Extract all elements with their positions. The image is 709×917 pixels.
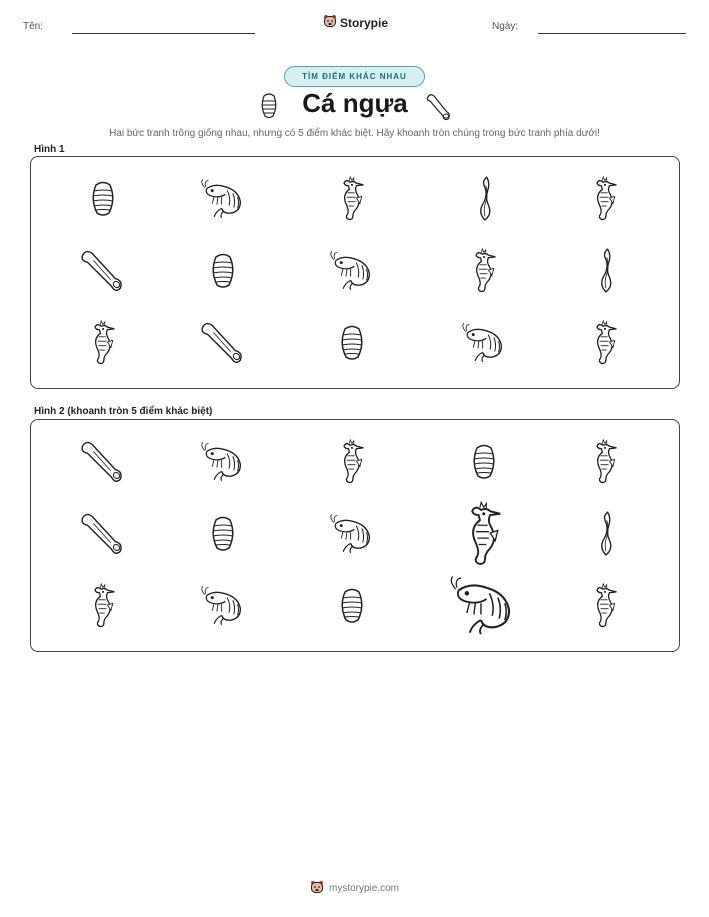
seaweed-icon: [474, 174, 494, 224]
brand-name: Storypie: [340, 15, 389, 30]
seahorse-icon: [590, 174, 620, 224]
seahorse-icon[interactable]: [337, 437, 367, 487]
bone-icon[interactable]: [79, 439, 127, 485]
name-field[interactable]: [72, 33, 255, 34]
seaweed-icon: [595, 246, 615, 296]
instructions: Hai bức tranh trông giống nhau, nhưng có 5 điểm khác biệt. Hãy khoanh tròn chúng trong bức tranh phía dưới!: [109, 128, 600, 139]
bone-icon: [199, 320, 247, 366]
shell-icon: [337, 323, 367, 363]
seahorse-icon: [88, 318, 118, 368]
seahorse-icon: [590, 318, 620, 368]
shrimp-icon: [201, 179, 246, 219]
picture-1-label: Hình 1: [34, 144, 65, 155]
date-label: Ngày:: [492, 21, 519, 32]
shrimp-icon[interactable]: [201, 442, 246, 482]
seahorse-icon[interactable]: [462, 498, 506, 571]
shrimp-icon[interactable]: [330, 514, 375, 554]
seahorse-icon: [469, 246, 499, 296]
shrimp-icon: [330, 251, 375, 291]
seahorse-icon: [337, 174, 367, 224]
picture-2-label: Hình 2 (khoanh tròn 5 điểm khác biệt): [34, 406, 213, 417]
bone-icon: [79, 248, 127, 294]
shell-icon[interactable]: [337, 586, 367, 626]
name-label: Tên:: [23, 21, 44, 32]
date-field[interactable]: [538, 33, 686, 34]
picture-1-panel: [30, 156, 680, 389]
brand-logo: [323, 14, 388, 31]
seaweed-icon[interactable]: [595, 509, 615, 559]
bear-logo-icon: [323, 14, 337, 31]
footer-url: mystorypie.com: [328, 883, 399, 894]
shell-icon: [88, 179, 118, 219]
seahorse-icon[interactable]: [590, 437, 620, 487]
shell-icon: [208, 251, 238, 291]
activity-badge: TÌM ĐIỂM KHÁC NHAU: [284, 66, 425, 87]
page-title: Cá ngựa: [302, 88, 408, 118]
shrimp-icon[interactable]: [201, 586, 246, 626]
shrimp-icon: [462, 323, 507, 363]
bear-logo-icon: [310, 880, 324, 897]
shell-icon[interactable]: [469, 442, 499, 482]
title-bone-icon: [425, 92, 453, 122]
seahorse-icon[interactable]: [88, 581, 118, 631]
shrimp-icon[interactable]: [450, 576, 518, 636]
bone-icon[interactable]: [79, 511, 127, 557]
seahorse-icon[interactable]: [590, 581, 620, 631]
footer: [0, 880, 709, 897]
shell-icon[interactable]: [208, 514, 238, 554]
picture-2-panel[interactable]: [30, 419, 680, 652]
